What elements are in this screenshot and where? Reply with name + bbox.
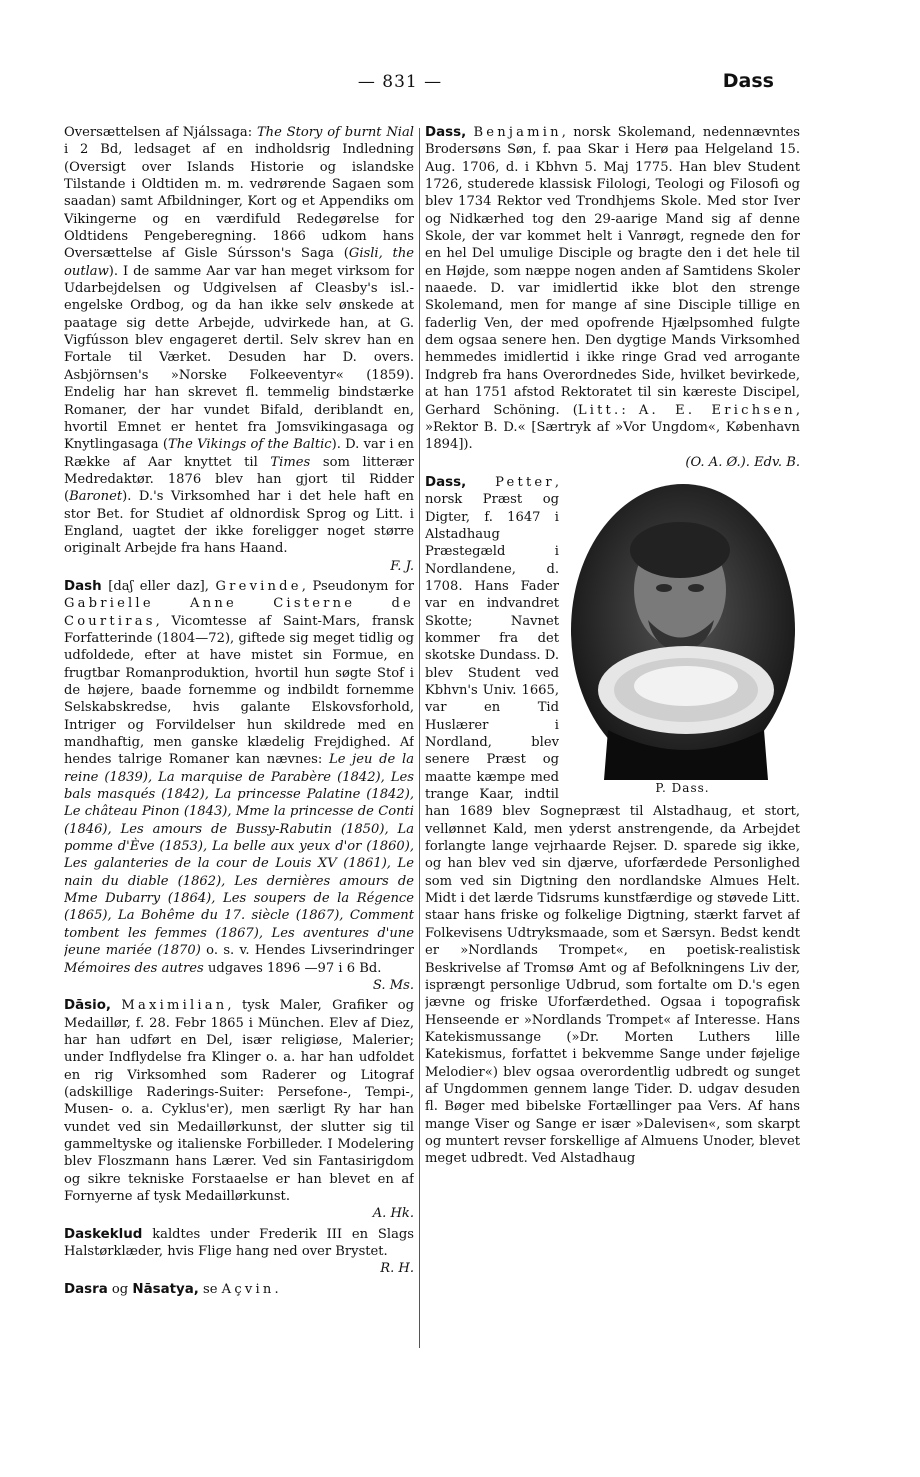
left-column xyxy=(64,124,414,1356)
work-title: The Vikings of the Baltic xyxy=(167,437,332,453)
entry-dasra xyxy=(64,1281,414,1298)
entry-text: , »Rektor B. D.« [Særtryk af »Vor Ungdom«, København 1894]). xyxy=(425,402,800,453)
entry-text: [daʃ eller daz], xyxy=(101,578,216,594)
page-number: — 831 — xyxy=(357,72,443,92)
spaced-name: Petter xyxy=(495,474,555,490)
entry-text: , Pseudonym for xyxy=(301,578,414,594)
spaced-name: Gabrielle Anne Cisterne de Courtiras xyxy=(64,596,414,629)
headword: Daskeklud xyxy=(64,1226,143,1242)
entry-text: , norsk Præst og Digter, f. 1647 i Alstadhaug Præstegæld i Nordlandene, d. 1708. Hans Fader var en indvandret Skotte; Navnet kommer fra det skotske Dundass. D. blev Student ved Kbhvn's Univ. 1665, var en Tid Huslærer i Nordland, blev senere Præst og maatte kæmpe med trange Kaar, indtil han 1689 blev Sognepræst til Alstadhaug, et stort, vellønnet Kald, men yderst anstrengende, da Arbejdet forlangte lange vejrhaarde Rejser. D. sparede sig ikke, og han blev ved sin djærve, uforfærdede Personlighed som ved sin Digtning den nordlandske Almues Helt. Midt i det lærde Tidsrums kunstfærdige og støvede Litt. staar hans friske og folkelige Digtning, stærkt farvet af Folkevisens Udtryksmaade, som et Særsyn. Bedst kendt er »Nordlands Trompet«, en poetisk-realistisk Beskrivelse af Tromsø Amt og af Befolkningens Liv der, isprængt personlige Udbrud, som fortalte om D.'s egen jævne og friske Uforfærdethed. Ogsaa i topografisk Henseende er »Nordlands Trompet« af Interesse. Hans Katekismussange (»Dr. Morten Luthers lille Katekismus, forfattet i bekvemme Sange under føjelige Melodier«) blev ogsaa overordentlig udbredt og sunget af Ungdommen gennem lange Tider. D. udgav desuden fl. Bøger med bibelske Fortællinger paa Vers. Af hans mange Viser og Sange er især »Dalevisen«, som skarpt og muntert revser forskellige af Almuens Unoder, blevet meget udbredt. Ved Alstadhaug xyxy=(425,474,800,1167)
entry-text: . xyxy=(274,1281,279,1297)
headword: Dash xyxy=(64,578,102,594)
spaced-name: Maximilian xyxy=(121,998,228,1014)
work-title: Gisli, the outlaw xyxy=(64,246,414,279)
entry-dasent-continuation xyxy=(64,124,414,575)
work-titles: Le jeu de la reine (1839), La marquise de Parabère (1842), Les bals masqués (1842), La princesse Palatine (1842), Le château Pinon (1843), Mme la princesse de Conti (1846), Les amours de Bussy-Rabutin (1850), La pomme d'Ève (1853), La belle aux yeux d'or (1860), Les galanteries de la cour de Louis XV (1861), Le nain du diable (1862), Les dernières amours de Mme Dubarry (1864), Les soupers de la Régence (1865), La Bohême du 17. siècle (1867), Comment tombent les femmes (1867), Les aventures d'une jeune mariée (1870) xyxy=(64,752,414,959)
headword: Dass, xyxy=(425,474,467,490)
entry-text: ). D. var i en Række af Aar knyttet til xyxy=(64,437,414,470)
work-title: Baronet xyxy=(69,489,123,505)
portrait-caption: P. Dass. xyxy=(655,780,710,795)
entry-text: : xyxy=(621,402,639,418)
spaced-name: Grevinde xyxy=(215,578,302,594)
entry-text: som litterær Medredaktør. 1876 blev han gjort til Ridder ( xyxy=(64,454,414,505)
author-signature: R. H. xyxy=(380,1261,414,1277)
headword: Dāsio, xyxy=(64,998,111,1014)
portrait-image xyxy=(568,480,798,780)
headword: Dasra xyxy=(64,1281,108,1297)
entry-dasio xyxy=(64,997,414,1222)
entry-text: kaldtes under Frederik III en Slags Halstørklæder, hvis Flige hang ned over Brystet. xyxy=(64,1226,414,1259)
author-signature: (O. A. Ø.). Edv. B. xyxy=(685,454,800,470)
portrait-figure xyxy=(565,476,800,797)
author-signature: A. Hk. xyxy=(372,1206,414,1222)
author-signature: F. J. xyxy=(390,558,414,574)
entry-daskeklud xyxy=(64,1226,414,1278)
headword: Nāsatya, xyxy=(132,1281,199,1297)
entry-text: se xyxy=(198,1281,222,1297)
entry-text: og xyxy=(107,1281,133,1297)
entry-text: udgaves 1896 —97 i 6 Bd. xyxy=(203,960,382,976)
entry-text: , tysk Maler, Grafiker og Medaillør, f. 28. Febr 1865 i München. Elev af Diez, har han udført en Del, især religiøse, Malerier; under Indflydelse fra Klinger o. a. har han udfoldet en rig Virksomhed som Raderer og Litograf (adskillige Raderings-Suiter: Persefone-, Tempi-, Musen- o. a. Cyklus'er), men særligt Ry har han vundet ved sin Medaillørkunst, der slutter sig til gammeltyske og italienske Forbilleder. I Modelering blev Floszmann hans Lærer. Ved sin Fantasirigdom og sikre tekniske Forstaaelse er han blevet en af Fornyerne af tysk Medaillørkunst. xyxy=(64,998,414,1204)
cross-reference: Açvin xyxy=(221,1281,275,1297)
entry-text: , norsk Skolemand, nedennævntes Brodersøns Søn, f. paa Skar i Herø paa Helgeland 15. Aug. 1706, d. i Kbhvn 5. Maj 1775. Han blev Student 1726, studerede klassisk Filologi, Teologi og Filosofi og blev 1734 Rektor ved Trondhjems Skole. Med stor Iver og Nidkærhed tog den 29-aarige Mand sig af denne Skole, der var kommet helt i Vanrøgt, regnede den for en hel Del umulige Disciple og bragte den i det hele til en Højde, som næppe nogen anden af Samtidens Skoler naaede. D. var imidlertid ikke blot den strenge Skolemand, men for mange af sine Disciple tillige en faderlig Ven, der med opofrende Hjælpsomhed fulgte dem ogsaa senere hen. Den dygtige Mands Virksomhed hemmedes imidlertid i ikke ringe Grad ved arrogante Indgreb fra hans Overordnedes Side, hvilket bevirkede, at han 1751 afstod Rektoratet til sin kæreste Discipel, Gerhard Schöning. ( xyxy=(425,125,800,418)
entry-dass-petter xyxy=(425,474,800,1168)
right-column xyxy=(425,124,800,1354)
spaced-name: Benjamin xyxy=(473,125,562,140)
literature-label: Litt. xyxy=(577,402,622,418)
entry-text: ). I de samme Aar var han meget virksom for Udarbejdelsen og Udgivelsen af Cleasby's isl.-engelske Ordbog, og da han ikke selv ønskede at paatage sig dette Arbejde, udvirkede han, at G. Vigfússon blev engageret dertil. Selv skrev han en Fortale til Værket. Desuden har D. overs. Asbjörnsen's »Norske Folkeeventyr« (1859). Endelig har han skrevet fl. temmelig bindstærke Romaner, der har vundet Bifald, deriblandt en, hvortil Emnet er hentet fra Jomsvikingasaga og Knytlingasaga ( xyxy=(64,263,414,453)
entry-text: , Vicomtesse af Saint-Mars, fransk Forfatterinde (1804—72), giftede sig meget tidlig og udfoldede, efter at have mistet sin Formue, en frugtbar Romanproduktion, hvortil hun søgte Stof i de højere, baade fornemme og indbildt fornemme Selskabskredse, hvis galante Elskovsforhold, Intriger og Forvildelser hun skildrede med en mandhaftig, men ganske klædelig Frejdighed. Af hendes talrige Romaner kan nævnes: xyxy=(64,613,414,768)
entry-dass-benjamin xyxy=(425,124,800,471)
work-title: Times xyxy=(270,454,311,470)
work-title: The Story of burnt Nial xyxy=(256,125,414,140)
entry-text: ). D.'s Virksomhed har i det hele haft en stor Bet. for Studiet af oldnordisk Sprog og Litt. i England, uagtet der ikke foreligger noget større originalt Arbejde fra hans Haand. xyxy=(64,489,414,557)
entry-text: i 2 Bd, ledsaget af en indholdsrig Indledning (Oversigt over Islands Historie og islandske Tilstande i Oldtiden m. m. vedrørende Sagaen som saadan) samt Afbildninger, Kort og et Appendiks om Vikingerne og en værdifuld Redegørelse for Oldtidens Pengeberegning. 1866 udkom hans Oversættelse af Gisle Súrsson's Saga ( xyxy=(64,142,414,262)
headword: Dass, xyxy=(425,125,467,140)
entry-text: o. s. v. Hendes Livserindringer xyxy=(200,943,414,959)
author-signature: S. Ms. xyxy=(372,977,414,993)
running-head: Dass xyxy=(722,70,774,92)
column-divider xyxy=(419,128,420,1348)
work-title: Mémoires des autres xyxy=(64,960,204,976)
entry-text: Oversættelsen af Njálssaga: xyxy=(64,125,257,140)
spaced-name: A. E. Erichsen xyxy=(638,402,796,418)
entry-dash xyxy=(64,578,414,994)
